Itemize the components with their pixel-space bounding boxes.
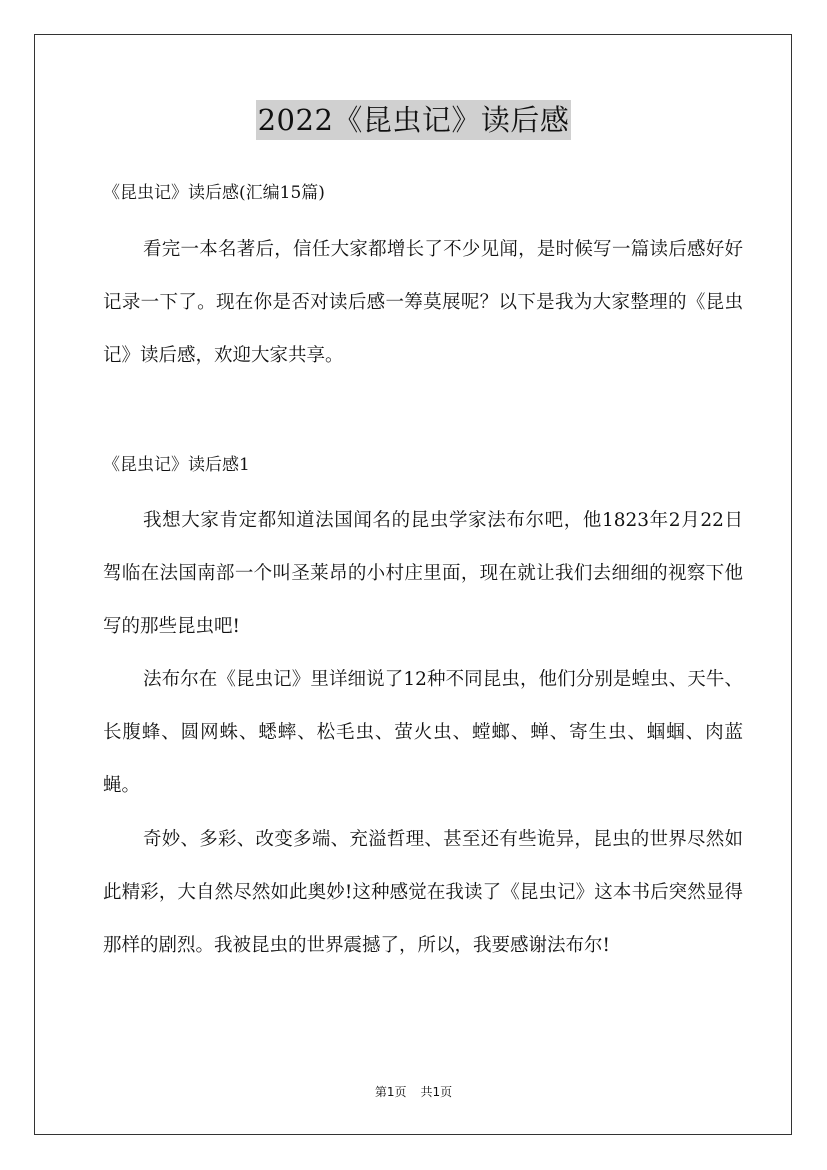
body-paragraph-2: 法布尔在《昆虫记》里详细说了12种不同昆虫，他们分别是蝗虫、天牛、长腹蜂、圆网蛛、蟋蟀、松毛虫、萤火虫、螳螂、蝉、寄生虫、蝈蝈、肉蓝蝇。: [103, 669, 743, 796]
section-heading: 《昆虫记》读后感1: [103, 455, 250, 475]
body-paragraph-1: 我想大家肯定都知道法国闻名的昆虫学家法布尔吧，他1823年2月22日驾临在法国南部一个叫圣莱昂的小村庄里面，现在就让我们去细细的视察下他写的那些昆虫吧!: [103, 510, 743, 637]
title-container: [0, 100, 827, 140]
intro-paragraph: 看完一本名著后，信任大家都增长了不少见闻，是时候写一篇读后感好好记录一下了。现在你是否对读后感一筹莫展呢？以下是我为大家整理的《昆虫记》读后感，欢迎大家共享。: [103, 239, 743, 366]
page-footer: [0, 1083, 827, 1101]
document-subtitle: 《昆虫记》读后感(汇编15篇): [103, 183, 325, 203]
page-number: 第1页: [374, 1085, 407, 1099]
document-title: 2022《昆虫记》读后感: [256, 100, 572, 140]
page-total: 共1页: [420, 1085, 453, 1099]
body-paragraph-3: 奇妙、多彩、改变多端、充溢哲理、甚至还有些诡异，昆虫的世界尽然如此精彩，大自然尽然如此奥妙!这种感觉在我读了《昆虫记》这本书后突然显得那样的剧烈。我被昆虫的世界震撼了，所以，我要感谢法布尔!: [103, 829, 743, 956]
